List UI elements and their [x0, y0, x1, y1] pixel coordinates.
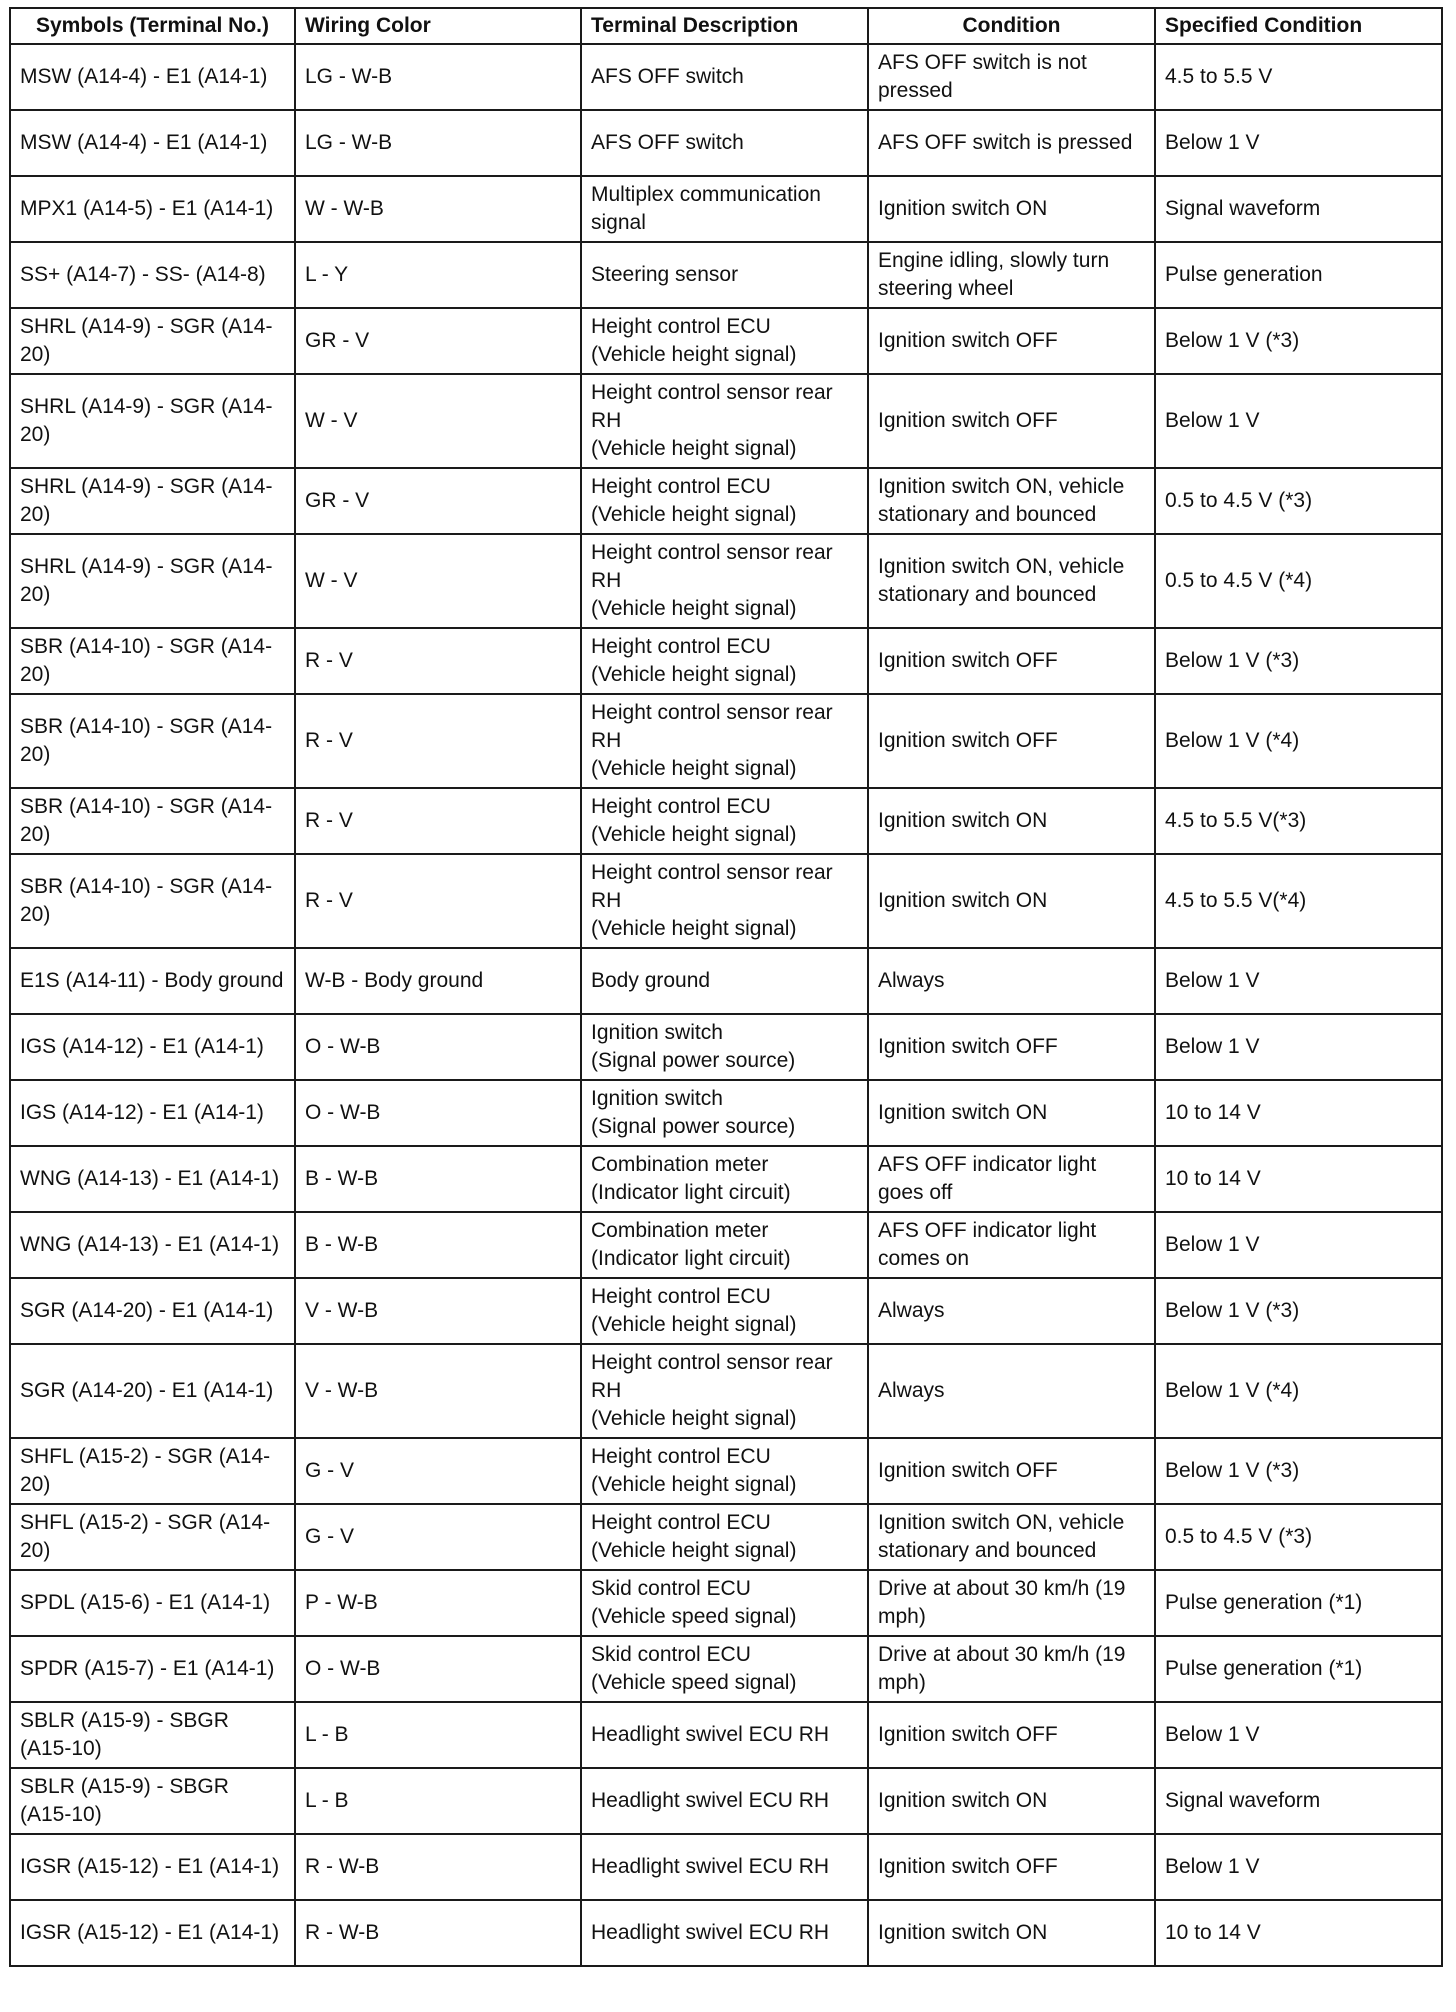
description-line: (Signal power source): [591, 1049, 796, 1072]
cell-terminal-description: [581, 176, 868, 242]
cell-symbols: SHFL (A15-2) - SGR (A14-20): [10, 1438, 295, 1504]
cell-terminal-description: [581, 1344, 868, 1438]
cell-specified-condition: Below 1 V (*3): [1155, 1278, 1442, 1344]
cell-symbols: SBR (A14-10) - SGR (A14-20): [10, 854, 295, 948]
cell-condition: AFS OFF indicator light comes on: [868, 1212, 1155, 1278]
table-row: [10, 1014, 1442, 1080]
table-row: [10, 1438, 1442, 1504]
cell-condition: Always: [868, 948, 1155, 1014]
cell-specified-condition: Signal waveform: [1155, 1768, 1442, 1834]
table-row: [10, 1344, 1442, 1438]
column-header-terminal-description: Terminal Description: [581, 8, 868, 44]
cell-specified-condition: Pulse generation (*1): [1155, 1570, 1442, 1636]
cell-symbols: WNG (A14-13) - E1 (A14-1): [10, 1212, 295, 1278]
cell-symbols: MSW (A14-4) - E1 (A14-1): [10, 110, 295, 176]
cell-wiring-color: R - V: [295, 788, 581, 854]
description-line: Ignition switch: [591, 1021, 723, 1044]
cell-terminal-description: [581, 44, 868, 110]
table-row: [10, 1834, 1442, 1900]
cell-condition: Ignition switch ON: [868, 176, 1155, 242]
description-line: (Vehicle height signal): [591, 917, 797, 940]
cell-terminal-description: [581, 242, 868, 308]
cell-condition: Ignition switch OFF: [868, 694, 1155, 788]
description-line: Combination meter: [591, 1219, 769, 1242]
cell-specified-condition: Below 1 V: [1155, 1212, 1442, 1278]
cell-wiring-color: GR - V: [295, 468, 581, 534]
cell-condition: AFS OFF switch is not pressed: [868, 44, 1155, 110]
cell-terminal-description: [581, 1636, 868, 1702]
cell-symbols: SS+ (A14-7) - SS- (A14-8): [10, 242, 295, 308]
column-header-condition: Condition: [868, 8, 1155, 44]
cell-wiring-color: R - W-B: [295, 1900, 581, 1966]
cell-condition: Engine idling, slowly turn steering wheel: [868, 242, 1155, 308]
description-line: (Indicator light circuit): [591, 1181, 791, 1204]
column-header-symbols: Symbols (Terminal No.): [10, 8, 295, 44]
cell-condition: AFS OFF switch is pressed: [868, 110, 1155, 176]
cell-terminal-description: [581, 1768, 868, 1834]
cell-wiring-color: V - W-B: [295, 1278, 581, 1344]
cell-specified-condition: Pulse generation: [1155, 242, 1442, 308]
cell-symbols: SHRL (A14-9) - SGR (A14-20): [10, 534, 295, 628]
cell-specified-condition: 10 to 14 V: [1155, 1080, 1442, 1146]
cell-terminal-description: [581, 1146, 868, 1212]
description-line: Height control sensor rear RH: [591, 381, 833, 432]
cell-wiring-color: W-B - Body ground: [295, 948, 581, 1014]
cell-specified-condition: Below 1 V: [1155, 948, 1442, 1014]
description-line: (Vehicle height signal): [591, 663, 797, 686]
description-line: Headlight swivel ECU RH: [591, 1855, 830, 1878]
cell-terminal-description: [581, 1438, 868, 1504]
cell-terminal-description: [581, 694, 868, 788]
cell-terminal-description: [581, 534, 868, 628]
cell-condition: Ignition switch OFF: [868, 1834, 1155, 1900]
description-line: Combination meter: [591, 1153, 769, 1176]
cell-condition: Ignition switch ON: [868, 788, 1155, 854]
cell-symbols: SHFL (A15-2) - SGR (A14-20): [10, 1504, 295, 1570]
table-row: [10, 110, 1442, 176]
cell-symbols: SBR (A14-10) - SGR (A14-20): [10, 694, 295, 788]
cell-symbols: IGS (A14-12) - E1 (A14-1): [10, 1014, 295, 1080]
cell-terminal-description: [581, 308, 868, 374]
description-line: Steering sensor: [591, 263, 739, 286]
cell-specified-condition: Below 1 V (*4): [1155, 694, 1442, 788]
description-line: Height control ECU: [591, 475, 771, 498]
description-line: Multiplex communication signal: [591, 183, 821, 234]
description-line: Height control ECU: [591, 1285, 771, 1308]
cell-wiring-color: W - V: [295, 374, 581, 468]
cell-condition: Always: [868, 1344, 1155, 1438]
description-line: Height control sensor rear RH: [591, 861, 833, 912]
description-line: (Vehicle height signal): [591, 597, 797, 620]
table-row: [10, 1570, 1442, 1636]
table-row: [10, 534, 1442, 628]
cell-condition: Ignition switch ON, vehicle stationary and bounced: [868, 1504, 1155, 1570]
cell-terminal-description: [581, 1702, 868, 1768]
cell-symbols: E1S (A14-11) - Body ground: [10, 948, 295, 1014]
cell-terminal-description: [581, 374, 868, 468]
table-row: [10, 628, 1442, 694]
cell-terminal-description: [581, 948, 868, 1014]
cell-specified-condition: Below 1 V (*3): [1155, 1438, 1442, 1504]
cell-terminal-description: [581, 468, 868, 534]
cell-wiring-color: O - W-B: [295, 1080, 581, 1146]
description-line: (Vehicle height signal): [591, 1407, 797, 1430]
cell-terminal-description: [581, 1014, 868, 1080]
cell-wiring-color: GR - V: [295, 308, 581, 374]
description-line: Height control sensor rear RH: [591, 541, 833, 592]
cell-specified-condition: Below 1 V: [1155, 1014, 1442, 1080]
cell-wiring-color: O - W-B: [295, 1014, 581, 1080]
cell-terminal-description: [581, 110, 868, 176]
cell-condition: Ignition switch ON, vehicle stationary and bounced: [868, 468, 1155, 534]
cell-wiring-color: W - W-B: [295, 176, 581, 242]
description-line: (Vehicle speed signal): [591, 1671, 797, 1694]
cell-wiring-color: B - W-B: [295, 1212, 581, 1278]
cell-specified-condition: 10 to 14 V: [1155, 1900, 1442, 1966]
cell-specified-condition: 0.5 to 4.5 V (*3): [1155, 468, 1442, 534]
table-row: [10, 176, 1442, 242]
description-line: Height control ECU: [591, 795, 771, 818]
cell-terminal-description: [581, 1834, 868, 1900]
cell-wiring-color: R - W-B: [295, 1834, 581, 1900]
cell-wiring-color: G - V: [295, 1504, 581, 1570]
cell-terminal-description: [581, 1278, 868, 1344]
cell-symbols: MPX1 (A14-5) - E1 (A14-1): [10, 176, 295, 242]
column-header-wiring-color: Wiring Color: [295, 8, 581, 44]
cell-symbols: SBLR (A15-9) - SBGR (A15-10): [10, 1702, 295, 1768]
column-header-specified-condition: Specified Condition: [1155, 8, 1442, 44]
cell-specified-condition: Pulse generation (*1): [1155, 1636, 1442, 1702]
cell-condition: Ignition switch ON: [868, 1768, 1155, 1834]
description-line: Height control ECU: [591, 635, 771, 658]
cell-wiring-color: O - W-B: [295, 1636, 581, 1702]
description-line: (Vehicle speed signal): [591, 1605, 797, 1628]
cell-symbols: SPDL (A15-6) - E1 (A14-1): [10, 1570, 295, 1636]
table-row: [10, 242, 1442, 308]
description-line: AFS OFF switch: [591, 131, 744, 154]
cell-specified-condition: Below 1 V (*4): [1155, 1344, 1442, 1438]
table-row: [10, 1504, 1442, 1570]
table-row: [10, 1080, 1442, 1146]
description-line: (Vehicle height signal): [591, 1539, 797, 1562]
cell-specified-condition: 4.5 to 5.5 V(*4): [1155, 854, 1442, 948]
cell-terminal-description: [581, 1570, 868, 1636]
cell-wiring-color: R - V: [295, 854, 581, 948]
cell-terminal-description: [581, 1504, 868, 1570]
cell-wiring-color: LG - W-B: [295, 110, 581, 176]
description-line: Headlight swivel ECU RH: [591, 1789, 830, 1812]
description-line: Headlight swivel ECU RH: [591, 1723, 830, 1746]
table-row: [10, 468, 1442, 534]
cell-condition: Ignition switch OFF: [868, 628, 1155, 694]
cell-specified-condition: Below 1 V: [1155, 1702, 1442, 1768]
terminal-spec-sheet: [9, 7, 1441, 1967]
cell-terminal-description: [581, 788, 868, 854]
description-line: (Indicator light circuit): [591, 1247, 791, 1270]
cell-condition: Ignition switch ON: [868, 1900, 1155, 1966]
description-line: Height control ECU: [591, 1511, 771, 1534]
cell-terminal-description: [581, 1080, 868, 1146]
cell-specified-condition: 10 to 14 V: [1155, 1146, 1442, 1212]
cell-condition: Ignition switch ON: [868, 854, 1155, 948]
cell-symbols: SHRL (A14-9) - SGR (A14-20): [10, 374, 295, 468]
cell-symbols: SHRL (A14-9) - SGR (A14-20): [10, 468, 295, 534]
cell-wiring-color: L - B: [295, 1768, 581, 1834]
table-row: [10, 1636, 1442, 1702]
description-line: AFS OFF switch: [591, 65, 744, 88]
cell-symbols: SBR (A14-10) - SGR (A14-20): [10, 628, 295, 694]
cell-symbols: IGS (A14-12) - E1 (A14-1): [10, 1080, 295, 1146]
cell-specified-condition: 4.5 to 5.5 V(*3): [1155, 788, 1442, 854]
cell-wiring-color: L - Y: [295, 242, 581, 308]
table-row: [10, 948, 1442, 1014]
table-row: [10, 1900, 1442, 1966]
cell-condition: Drive at about 30 km/h (19 mph): [868, 1636, 1155, 1702]
cell-specified-condition: Below 1 V: [1155, 110, 1442, 176]
description-line: Height control ECU: [591, 1445, 771, 1468]
table-row: [10, 1768, 1442, 1834]
cell-terminal-description: [581, 854, 868, 948]
cell-wiring-color: V - W-B: [295, 1344, 581, 1438]
cell-condition: Ignition switch ON, vehicle stationary and bounced: [868, 534, 1155, 628]
cell-condition: Ignition switch OFF: [868, 1702, 1155, 1768]
cell-specified-condition: Below 1 V (*3): [1155, 628, 1442, 694]
cell-specified-condition: 0.5 to 4.5 V (*3): [1155, 1504, 1442, 1570]
cell-condition: Ignition switch OFF: [868, 374, 1155, 468]
cell-symbols: SBR (A14-10) - SGR (A14-20): [10, 788, 295, 854]
description-line: Body ground: [591, 969, 711, 992]
cell-condition: AFS OFF indicator light goes off: [868, 1146, 1155, 1212]
cell-wiring-color: LG - W-B: [295, 44, 581, 110]
cell-condition: Ignition switch OFF: [868, 1014, 1155, 1080]
cell-specified-condition: 0.5 to 4.5 V (*4): [1155, 534, 1442, 628]
table-row: [10, 1212, 1442, 1278]
cell-symbols: SPDR (A15-7) - E1 (A14-1): [10, 1636, 295, 1702]
description-line: (Vehicle height signal): [591, 437, 797, 460]
terminal-spec-table: [9, 7, 1443, 1967]
description-line: (Vehicle height signal): [591, 1313, 797, 1336]
description-line: Height control sensor rear RH: [591, 701, 833, 752]
cell-symbols: WNG (A14-13) - E1 (A14-1): [10, 1146, 295, 1212]
cell-specified-condition: Signal waveform: [1155, 176, 1442, 242]
cell-specified-condition: 4.5 to 5.5 V: [1155, 44, 1442, 110]
cell-symbols: IGSR (A15-12) - E1 (A14-1): [10, 1900, 295, 1966]
cell-specified-condition: Below 1 V: [1155, 374, 1442, 468]
cell-wiring-color: W - V: [295, 534, 581, 628]
cell-wiring-color: R - V: [295, 628, 581, 694]
table-header-row: [10, 8, 1442, 44]
table-row: [10, 308, 1442, 374]
cell-symbols: SBLR (A15-9) - SBGR (A15-10): [10, 1768, 295, 1834]
description-line: (Vehicle height signal): [591, 503, 797, 526]
table-row: [10, 854, 1442, 948]
table-row: [10, 1278, 1442, 1344]
cell-wiring-color: B - W-B: [295, 1146, 581, 1212]
description-line: (Signal power source): [591, 1115, 796, 1138]
description-line: Height control ECU: [591, 315, 771, 338]
table-row: [10, 1146, 1442, 1212]
table-row: [10, 44, 1442, 110]
description-line: Height control sensor rear RH: [591, 1351, 833, 1402]
cell-symbols: SGR (A14-20) - E1 (A14-1): [10, 1278, 295, 1344]
cell-terminal-description: [581, 628, 868, 694]
cell-condition: Always: [868, 1278, 1155, 1344]
description-line: Skid control ECU: [591, 1643, 751, 1666]
table-row: [10, 694, 1442, 788]
description-line: (Vehicle height signal): [591, 757, 797, 780]
cell-symbols: SGR (A14-20) - E1 (A14-1): [10, 1344, 295, 1438]
table-row: [10, 374, 1442, 468]
cell-specified-condition: Below 1 V (*3): [1155, 308, 1442, 374]
cell-symbols: MSW (A14-4) - E1 (A14-1): [10, 44, 295, 110]
cell-wiring-color: P - W-B: [295, 1570, 581, 1636]
cell-terminal-description: [581, 1900, 868, 1966]
cell-condition: Ignition switch ON: [868, 1080, 1155, 1146]
description-line: (Vehicle height signal): [591, 823, 797, 846]
description-line: Headlight swivel ECU RH: [591, 1921, 830, 1944]
cell-condition: Ignition switch OFF: [868, 308, 1155, 374]
cell-wiring-color: R - V: [295, 694, 581, 788]
cell-terminal-description: [581, 1212, 868, 1278]
table-body: [10, 44, 1442, 1966]
cell-wiring-color: L - B: [295, 1702, 581, 1768]
cell-symbols: IGSR (A15-12) - E1 (A14-1): [10, 1834, 295, 1900]
table-row: [10, 788, 1442, 854]
table-row: [10, 1702, 1442, 1768]
cell-wiring-color: G - V: [295, 1438, 581, 1504]
description-line: (Vehicle height signal): [591, 343, 797, 366]
cell-symbols: SHRL (A14-9) - SGR (A14-20): [10, 308, 295, 374]
cell-condition: Ignition switch OFF: [868, 1438, 1155, 1504]
description-line: (Vehicle height signal): [591, 1473, 797, 1496]
description-line: Skid control ECU: [591, 1577, 751, 1600]
cell-specified-condition: Below 1 V: [1155, 1834, 1442, 1900]
description-line: Ignition switch: [591, 1087, 723, 1110]
cell-condition: Drive at about 30 km/h (19 mph): [868, 1570, 1155, 1636]
